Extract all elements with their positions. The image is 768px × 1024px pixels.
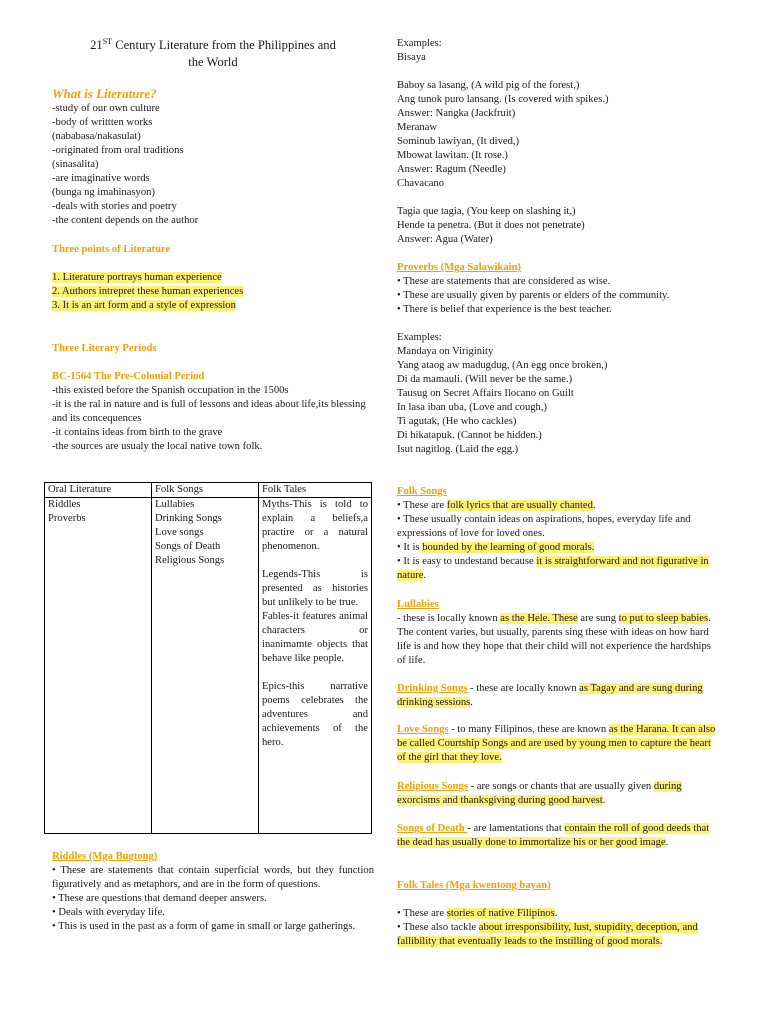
section-heading: Folk Songs [397,486,447,497]
section-heading: Riddles (Mga Bugtong) [52,851,158,862]
oral-literature-cell: Riddles Proverbs [45,498,152,834]
section-subheading: BC-1564 The Pre-Colonial Period [52,371,205,382]
section-heading: Three Literary Periods [52,343,157,354]
drinking-songs-section: Drinking Songs - these are locally known as Tagay and are sung during drinking sessions. [397,683,703,708]
songs-of-death-section: Songs of Death - are lamentations that contain the roll of good deeds that the dead has usually done to immortalize his or her good image. [397,823,710,848]
religious-songs-section: Religious Songs - are songs or chants that are usually given during exorcisms and thanksgiving during good harvest. [397,781,682,806]
proverbs-section: Proverbs (Mga Salawikain) • These are statements that are considered as wise. • These are usually given by parents or elders of the community. • There is belief that experience is the best teacher. Examples: Mandaya on Viriginity Yang ataog aw madugdug, (An egg once broken,) Di da mamauli. (Will never be the same.) Tausug on Secret Affairs Ilocano on Guilt In lasa iban uba, (Love and cough,) Ti agutak, (He who cackles) Di hikatapuk. (Cannot be hidden.) Isut nagitlog. (Laid the egg.) [397,261,722,457]
folk-songs-cell: Lullabies Drinking Songs Love songs Songs of Death Religious Songs [152,498,259,834]
section-heading: Proverbs (Mga Salawikain) [397,262,521,273]
section-heading: Three points of Literature [52,244,171,255]
section-heading: Lullabies [397,599,439,610]
riddle-examples: Examples: Bisaya Baboy sa lasang, (A wild pig of the forest,) Ang tunok puro lansang. (Is covered with spikes.) Answer: Nangka (Jackfruit) Meranaw Sominub lawiyan, (It dived,) Mbowat lawitan. (It rose.) Answer: Ragum (Needle) Chavacano Tagia que tagia, (You keep on slashing it,) Hende ta penetra. (But it does not penetrate) Answer: Agua (Water) [397,38,609,245]
literary-periods-section: Three Literary Periods BC-1564 The Pre-Colonial Period -this existed before the Spanish occupation in the 1500s -it is the ral in nature and is full of lessons and ideas about life,its blessing and its concequences -it contains ideas from birth to the grave -the sources are usualy the local native town folk. [52,342,374,454]
three-points-section: Three points of Literature 1. Literature portrays human experience 2. Authors intrepret these human experiences 3. It is an art form and a style of expression [52,244,244,311]
folk-tales-section: Folk Tales (Mga kwentong bayan) • These are stories of native Filipinos. • These also tackle about irresponsibility, lust, stupidity, deception, and fallibility that eventually leads to the instilling of good morals. [397,879,722,949]
document-title: 21ST Century Literature from the Philippines and the World [90,36,336,69]
love-songs-section: Love Songs - to many Filipinos, these are known as the Harana. It can also be called Courtship Songs and are used by young men to capture the heart of the girl that they love. [397,724,716,763]
what-is-literature-section: What is Literature? -study of our own culture -body of writtten works (nababasa/nakasulat) -originated from oral traditions (sinasalita) -are imaginative words (bunga ng imahinasyon) -deals with stories and poetry -the content depends on the author [52,86,199,226]
table-header: Folk Songs [152,483,259,498]
folk-tales-cell: Myths-This is told to explain a beliefs,a practire or a natural phenomenon. Legends-This is presented as histories but unlikely to be true. Fables-it features animal characters or inanimamte objects that behave like people. Epics-this narrative poems celebrates the adventures and achievements of the hero. [259,498,372,834]
literature-table [44,482,372,834]
folk-songs-section: Folk Songs • These are folk lyrics that are usually chanted. • These usually contain ideas on aspirations, hopes, everyday life and expressions of love for loved ones. • It is bounded by the learning of good morals. • It is easy to undestand because it is straightforward and not figurative in nature. [397,485,722,583]
section-heading: Folk Tales (Mga kwentong bayan) [397,880,551,891]
riddles-section: Riddles (Mga Bugtong) • These are statements that contain superficial words, but they function figuratively and as metaphors, and are in the form of questions. • These are questions that demand deeper answers. • Deals with everyday life. • This is used in the past as a form of game in small or large gatherings. [52,851,374,932]
table-header: Folk Tales [259,483,372,498]
table-header: Oral Literature [45,483,152,498]
section-heading: What is Literature? [52,86,157,101]
lullabies-section: Lullabies - these is locally known as the Hele. These are sung to put to sleep babies. The content varies, but usually, parents sing these with ideas on how hard life is and how they hope that their child will not experience the hardships of life. [397,598,722,668]
